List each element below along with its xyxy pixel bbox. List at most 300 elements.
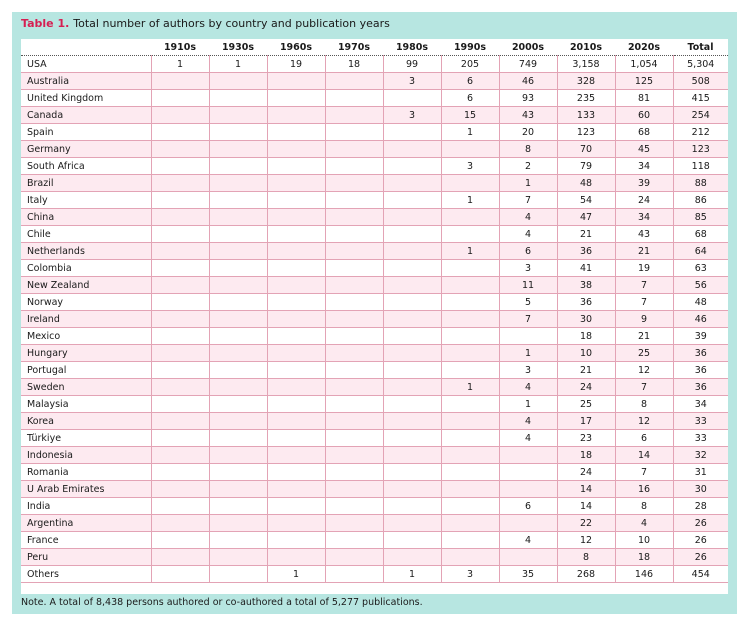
country-cell: Indonesia (21, 447, 151, 464)
value-cell: 1 (151, 56, 209, 73)
value-cell: 18 (615, 549, 673, 566)
value-cell: 749 (499, 56, 557, 73)
table-panel (12, 12, 737, 614)
value-cell (499, 328, 557, 345)
value-cell (441, 396, 499, 413)
value-cell: 63 (673, 260, 728, 277)
value-cell: 133 (557, 107, 615, 124)
value-cell: 12 (557, 532, 615, 549)
header-1970s: 1970s (325, 39, 383, 56)
value-cell (383, 447, 441, 464)
value-cell: 8 (499, 141, 557, 158)
value-cell: 32 (673, 447, 728, 464)
value-cell (325, 345, 383, 362)
value-cell: 26 (673, 532, 728, 549)
value-cell: 5,304 (673, 56, 728, 73)
value-cell: 5 (499, 294, 557, 311)
value-cell: 3 (499, 260, 557, 277)
value-cell (325, 481, 383, 498)
value-cell (151, 175, 209, 192)
value-cell: 86 (673, 192, 728, 209)
value-cell (209, 158, 267, 175)
value-cell: 21 (615, 243, 673, 260)
value-cell (209, 481, 267, 498)
value-cell (383, 277, 441, 294)
value-cell (325, 515, 383, 532)
value-cell: 60 (615, 107, 673, 124)
country-cell: Ireland (21, 311, 151, 328)
value-cell (267, 277, 325, 294)
value-cell: 6 (499, 243, 557, 260)
value-cell: 9 (615, 311, 673, 328)
value-cell (267, 294, 325, 311)
value-cell: 12 (615, 362, 673, 379)
header-1990s: 1990s (441, 39, 499, 56)
value-cell: 7 (499, 192, 557, 209)
value-cell (441, 413, 499, 430)
header-2000s: 2000s (499, 39, 557, 56)
value-cell (151, 107, 209, 124)
value-cell (209, 430, 267, 447)
value-cell (267, 226, 325, 243)
value-cell (441, 447, 499, 464)
value-cell: 4 (499, 430, 557, 447)
value-cell: 17 (557, 413, 615, 430)
value-cell (267, 362, 325, 379)
value-cell (325, 158, 383, 175)
value-cell: 4 (499, 226, 557, 243)
value-cell (209, 345, 267, 362)
value-cell (383, 481, 441, 498)
table-header-row (21, 39, 728, 56)
value-cell: 6 (441, 73, 499, 90)
value-cell: 36 (673, 379, 728, 396)
value-cell (267, 90, 325, 107)
value-cell (209, 141, 267, 158)
value-cell (441, 481, 499, 498)
table-row (21, 192, 728, 209)
header-1960s: 1960s (267, 39, 325, 56)
country-cell: Portugal (21, 362, 151, 379)
country-cell: Spain (21, 124, 151, 141)
value-cell: 508 (673, 73, 728, 90)
table-caption-label: Table 1. (21, 17, 70, 30)
value-cell (209, 328, 267, 345)
value-cell (209, 379, 267, 396)
value-cell (325, 243, 383, 260)
value-cell (151, 430, 209, 447)
value-cell (325, 175, 383, 192)
value-cell: 6 (499, 498, 557, 515)
table-row (21, 107, 728, 124)
value-cell (441, 209, 499, 226)
table-row (21, 430, 728, 447)
value-cell (441, 498, 499, 515)
value-cell: 21 (615, 328, 673, 345)
value-cell (325, 209, 383, 226)
value-cell: 81 (615, 90, 673, 107)
value-cell: 79 (557, 158, 615, 175)
country-cell: China (21, 209, 151, 226)
value-cell (441, 294, 499, 311)
value-cell (267, 124, 325, 141)
value-cell (383, 328, 441, 345)
value-cell (151, 515, 209, 532)
value-cell: 34 (615, 158, 673, 175)
value-cell: 4 (499, 532, 557, 549)
value-cell: 4 (499, 413, 557, 430)
table-row (21, 277, 728, 294)
value-cell: 3 (383, 107, 441, 124)
value-cell (209, 90, 267, 107)
value-cell (209, 175, 267, 192)
value-cell: 1 (499, 175, 557, 192)
value-cell: 1 (499, 396, 557, 413)
value-cell: 93 (499, 90, 557, 107)
country-cell: Türkiye (21, 430, 151, 447)
value-cell (383, 260, 441, 277)
table-row (21, 379, 728, 396)
header-1980s: 1980s (383, 39, 441, 56)
value-cell (383, 379, 441, 396)
value-cell (441, 260, 499, 277)
value-cell (151, 481, 209, 498)
value-cell: 99 (383, 56, 441, 73)
value-cell: 56 (673, 277, 728, 294)
value-cell (267, 345, 325, 362)
value-cell: 16 (615, 481, 673, 498)
value-cell: 43 (499, 107, 557, 124)
value-cell: 1 (441, 124, 499, 141)
value-cell: 34 (615, 209, 673, 226)
value-cell (325, 396, 383, 413)
value-cell (209, 464, 267, 481)
value-cell (267, 549, 325, 566)
table-row (21, 260, 728, 277)
value-cell (325, 464, 383, 481)
value-cell (151, 90, 209, 107)
value-cell: 1 (267, 566, 325, 583)
value-cell (383, 226, 441, 243)
value-cell (383, 362, 441, 379)
value-cell: 54 (557, 192, 615, 209)
value-cell: 47 (557, 209, 615, 226)
value-cell: 125 (615, 73, 673, 90)
value-cell (325, 141, 383, 158)
table-row (21, 328, 728, 345)
value-cell (383, 90, 441, 107)
value-cell (209, 566, 267, 583)
table-container (21, 39, 728, 594)
table-row (21, 481, 728, 498)
value-cell: 25 (615, 345, 673, 362)
value-cell (325, 294, 383, 311)
value-cell (325, 430, 383, 447)
country-cell: France (21, 532, 151, 549)
value-cell (383, 209, 441, 226)
value-cell (325, 226, 383, 243)
value-cell: 36 (557, 294, 615, 311)
value-cell (151, 532, 209, 549)
value-cell: 48 (673, 294, 728, 311)
value-cell (383, 413, 441, 430)
table-row (21, 73, 728, 90)
country-cell: United Kingdom (21, 90, 151, 107)
value-cell (267, 396, 325, 413)
value-cell (441, 328, 499, 345)
value-cell: 12 (615, 413, 673, 430)
value-cell: 41 (557, 260, 615, 277)
value-cell (441, 515, 499, 532)
value-cell (151, 328, 209, 345)
value-cell (267, 379, 325, 396)
value-cell (267, 413, 325, 430)
value-cell: 3 (441, 566, 499, 583)
value-cell: 39 (615, 175, 673, 192)
value-cell (325, 532, 383, 549)
table-row (21, 90, 728, 107)
value-cell: 19 (615, 260, 673, 277)
value-cell (151, 294, 209, 311)
value-cell (209, 73, 267, 90)
country-cell: Argentina (21, 515, 151, 532)
value-cell (383, 124, 441, 141)
value-cell: 28 (673, 498, 728, 515)
value-cell: 6 (441, 90, 499, 107)
value-cell: 3,158 (557, 56, 615, 73)
table-row (21, 464, 728, 481)
value-cell (383, 498, 441, 515)
value-cell (209, 209, 267, 226)
value-cell (441, 532, 499, 549)
value-cell: 268 (557, 566, 615, 583)
value-cell: 70 (557, 141, 615, 158)
value-cell (267, 209, 325, 226)
country-cell: Sweden (21, 379, 151, 396)
value-cell: 7 (499, 311, 557, 328)
value-cell: 39 (673, 328, 728, 345)
value-cell (325, 362, 383, 379)
value-cell: 11 (499, 277, 557, 294)
value-cell (267, 464, 325, 481)
value-cell (325, 260, 383, 277)
value-cell (325, 549, 383, 566)
value-cell: 21 (557, 226, 615, 243)
value-cell: 64 (673, 243, 728, 260)
value-cell: 10 (557, 345, 615, 362)
value-cell (209, 277, 267, 294)
value-cell (383, 464, 441, 481)
value-cell: 35 (499, 566, 557, 583)
value-cell (325, 192, 383, 209)
value-cell: 26 (673, 515, 728, 532)
value-cell (151, 413, 209, 430)
value-cell: 7 (615, 294, 673, 311)
value-cell: 18 (557, 328, 615, 345)
table-row (21, 549, 728, 566)
value-cell (151, 209, 209, 226)
header-country (21, 39, 151, 56)
value-cell (383, 515, 441, 532)
value-cell: 3 (499, 362, 557, 379)
value-cell (325, 328, 383, 345)
value-cell: 4 (615, 515, 673, 532)
value-cell: 14 (615, 447, 673, 464)
value-cell (499, 464, 557, 481)
value-cell (325, 90, 383, 107)
table-row (21, 362, 728, 379)
table-row (21, 158, 728, 175)
value-cell (325, 124, 383, 141)
table-row (21, 243, 728, 260)
value-cell: 4 (499, 379, 557, 396)
table-caption-text: Total number of authors by country and publication years (73, 17, 390, 30)
value-cell (499, 549, 557, 566)
value-cell: 205 (441, 56, 499, 73)
country-cell: Colombia (21, 260, 151, 277)
value-cell: 1 (209, 56, 267, 73)
value-cell (267, 481, 325, 498)
value-cell: 48 (557, 175, 615, 192)
table-row (21, 447, 728, 464)
value-cell (209, 294, 267, 311)
country-cell: India (21, 498, 151, 515)
value-cell: 68 (673, 226, 728, 243)
value-cell: 14 (557, 481, 615, 498)
value-cell: 22 (557, 515, 615, 532)
country-cell: Chile (21, 226, 151, 243)
value-cell: 1 (441, 243, 499, 260)
table-row (21, 209, 728, 226)
value-cell: 33 (673, 413, 728, 430)
value-cell: 1 (441, 192, 499, 209)
value-cell (383, 294, 441, 311)
value-cell: 34 (673, 396, 728, 413)
value-cell (441, 464, 499, 481)
country-cell: Peru (21, 549, 151, 566)
value-cell (267, 141, 325, 158)
value-cell (267, 532, 325, 549)
value-cell (499, 447, 557, 464)
country-cell: U Arab Emirates (21, 481, 151, 498)
value-cell (151, 362, 209, 379)
value-cell (267, 175, 325, 192)
value-cell (383, 192, 441, 209)
value-cell: 46 (673, 311, 728, 328)
country-cell: Malaysia (21, 396, 151, 413)
value-cell (151, 73, 209, 90)
value-cell (325, 311, 383, 328)
value-cell (267, 515, 325, 532)
value-cell (383, 311, 441, 328)
value-cell: 7 (615, 464, 673, 481)
value-cell: 19 (267, 56, 325, 73)
country-cell: Australia (21, 73, 151, 90)
value-cell (209, 413, 267, 430)
value-cell (151, 549, 209, 566)
value-cell: 36 (673, 362, 728, 379)
value-cell: 25 (557, 396, 615, 413)
value-cell (151, 379, 209, 396)
value-cell: 24 (557, 379, 615, 396)
country-cell: New Zealand (21, 277, 151, 294)
value-cell (441, 362, 499, 379)
table-row (21, 175, 728, 192)
value-cell (441, 226, 499, 243)
country-cell: Germany (21, 141, 151, 158)
value-cell: 18 (557, 447, 615, 464)
value-cell (325, 277, 383, 294)
value-cell: 15 (441, 107, 499, 124)
value-cell: 7 (615, 277, 673, 294)
value-cell (151, 277, 209, 294)
value-cell (151, 396, 209, 413)
value-cell: 8 (557, 549, 615, 566)
table-row (21, 124, 728, 141)
table-row (21, 566, 728, 583)
value-cell (151, 311, 209, 328)
header-1910s: 1910s (151, 39, 209, 56)
value-cell (151, 566, 209, 583)
value-cell: 26 (673, 549, 728, 566)
value-cell: 46 (499, 73, 557, 90)
table-note: Note. A total of 8,438 persons authored or co-authored a total of 5,277 publications. (21, 597, 423, 608)
value-cell: 7 (615, 379, 673, 396)
value-cell: 1 (383, 566, 441, 583)
value-cell (209, 498, 267, 515)
value-cell (441, 277, 499, 294)
value-cell (151, 141, 209, 158)
value-cell (151, 192, 209, 209)
header-2010s: 2010s (557, 39, 615, 56)
value-cell: 118 (673, 158, 728, 175)
value-cell (499, 515, 557, 532)
value-cell (151, 345, 209, 362)
table-row (21, 515, 728, 532)
value-cell (267, 328, 325, 345)
value-cell (151, 464, 209, 481)
value-cell (383, 549, 441, 566)
value-cell (151, 260, 209, 277)
value-cell: 3 (441, 158, 499, 175)
value-cell (325, 566, 383, 583)
value-cell (267, 430, 325, 447)
value-cell (209, 362, 267, 379)
header-2020s: 2020s (615, 39, 673, 56)
value-cell: 146 (615, 566, 673, 583)
value-cell: 6 (615, 430, 673, 447)
value-cell (151, 447, 209, 464)
value-cell (151, 243, 209, 260)
value-cell (441, 141, 499, 158)
table-row (21, 56, 728, 73)
value-cell (383, 243, 441, 260)
value-cell: 328 (557, 73, 615, 90)
value-cell: 1 (499, 345, 557, 362)
value-cell (441, 345, 499, 362)
value-cell: 31 (673, 464, 728, 481)
value-cell (209, 260, 267, 277)
value-cell: 18 (325, 56, 383, 73)
table-row (21, 532, 728, 549)
value-cell (267, 158, 325, 175)
value-cell (209, 107, 267, 124)
country-cell: Mexico (21, 328, 151, 345)
value-cell: 36 (557, 243, 615, 260)
value-cell (209, 549, 267, 566)
value-cell: 3 (383, 73, 441, 90)
value-cell: 33 (673, 430, 728, 447)
